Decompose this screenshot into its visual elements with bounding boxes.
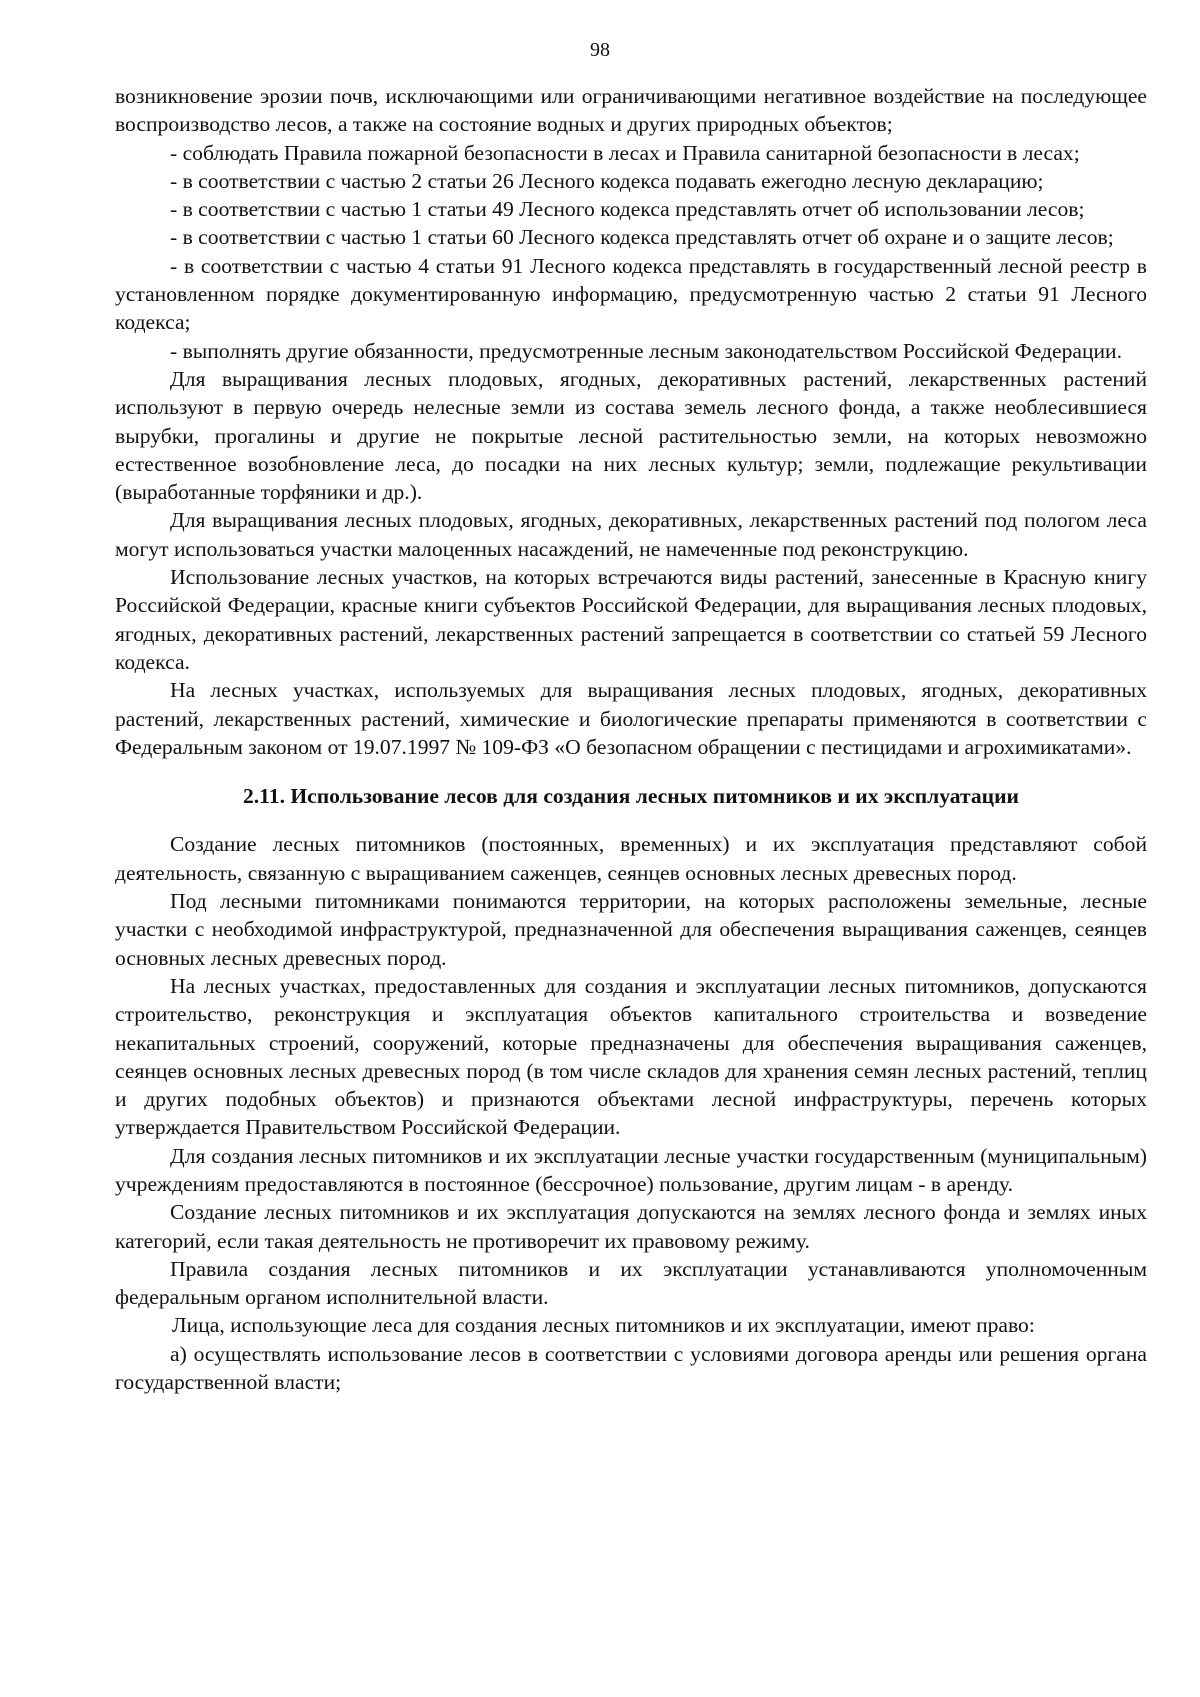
paragraph-nursery-definition: Создание лесных питомников (постоянных, временных) и их эксплуатация представляют собой деятельность, связанную с выращиванием саженцев, сеянцев основных лесных древесных пород. (115, 832, 1147, 885)
section-heading: 2.11. Использование лесов для создания лесных питомников и их эксплуатации (242, 784, 1020, 809)
paragraph-chemicals: На лесных участках, используемых для выращивания лесных плодовых, ягодных, декоративных растений, лекарственных растений, химические и биологические препараты применяются в соответствии с Федеральным законом от 19.07.1997 № 109-ФЗ «О безопасном обращении с пестицидами и агрохимикатами». (115, 678, 1147, 759)
paragraph-nursery-territories: Под лесными питомниками понимаются территории, на которых расположены земельные, лесные участки с необходимой инфраструктурой, предназначенной для обеспечения выращивания саженцев, сеянцев основных лесных древесных пород. (115, 889, 1147, 970)
paragraph-under-canopy: Для выращивания лесных плодовых, ягодных, декоративных, лекарственных растений под пологом леса могут использоваться участки малоценных насаждений, не намеченные под реконструкцию. (115, 508, 1147, 561)
document-body (115, 82, 1147, 1396)
page-number: 98 (590, 39, 610, 61)
paragraph-protection-report: - в соответствии с частью 1 статьи 60 Лесного кодекса представлять отчет об охране и о защите лесов; (170, 225, 1114, 250)
paragraph-nursery-rules: Правила создания лесных питомников и их эксплуатации устанавливаются уполномоченным федеральным органом исполнительной власти. (115, 1256, 1147, 1310)
paragraph-declaration: - в соответствии с частью 2 статьи 26 Лесного кодекса подавать ежегодно лесную декларацию; (170, 168, 1044, 193)
paragraph-red-book: Использование лесных участков, на которых встречаются виды растений, занесенные в Красную книгу Российской Федерации, красные книги субъектов Российской Федерации, для выращивания лесных плодовых, ягодных, декоративных растений, лекарственных растений запрещается в соответствии со статьей 59 Лесного кодекса. (115, 565, 1147, 674)
paragraph-forest-registry: - в соответствии с частью 4 статьи 91 Лесного кодекса представлять в государственный лесной реестр в установленном порядке документированную информацию, предусмотренную частью 2 статьи 91 Лесного кодекса; (115, 253, 1147, 335)
paragraph-nursery-rights: Лица, использующие леса для создания лесных питомников и их эксплуатации, имеют право: (172, 1313, 1035, 1338)
paragraph-nursery-lands: Создание лесных питомников и их эксплуатация допускаются на землях лесного фонда и землях иных категорий, если такая деятельность не противоречит их правовому режиму. (115, 1200, 1147, 1253)
paragraph-fire-safety: - соблюдать Правила пожарной безопасности в лесах и Правила санитарной безопасности в лесах; (170, 140, 1080, 165)
paragraph-growing-plants-lands: Для выращивания лесных плодовых, ягодных, декоративных растений, лекарственных растений используют в первую очередь нелесные земли из состава земель лесного фонда, а также необлесившиеся вырубки, прогалины и другие не покрытые лесной растительностью земли, на которых невозможно естественное возобновление леса, до посадки на них лесных культур; земли, подлежащие рекультивации (выработанные торфяники и др.). (115, 366, 1147, 505)
paragraph-usage-report: - в соответствии с частью 1 статьи 49 Лесного кодекса представлять отчет об использовании лесов; (170, 197, 1085, 222)
paragraph-other-duties: - выполнять другие обязанности, предусмотренные лесным законодательством Российской Федерации. (170, 338, 1123, 363)
paragraph-nursery-provision: Для создания лесных питомников и их эксплуатации лесные участки государственным (муниципальным) учреждениям предоставляются в постоянное (бессрочное) пользование, другим лицам - в аренду. (115, 1143, 1147, 1196)
paragraph-right-a: а) осуществлять использование лесов в соответствии с условиями договора аренды или решения органа государственной власти; (115, 1341, 1147, 1395)
paragraph-nursery-construction: На лесных участках, предоставленных для создания и эксплуатации лесных питомников, допускаются строительство, реконструкция и эксплуатация объектов капитального строительства и возведение некапитальных строений, сооружений, которые предназначены для обеспечения выращивания саженцев, сеянцев основных лесных древесных пород (в том числе складов для хранения семян лесных растений, теплиц и других подобных объектов) и признаются объектами лесной инфраструктуры, перечень которых утверждается Правительством Российской Федерации. (115, 973, 1147, 1140)
paragraph-continuation: возникновение эрозии почв, исключающими или ограничивающими негативное воздействие на последующее воспроизводство лесов, а также на состояние водных и других природных объектов; (115, 84, 1147, 137)
